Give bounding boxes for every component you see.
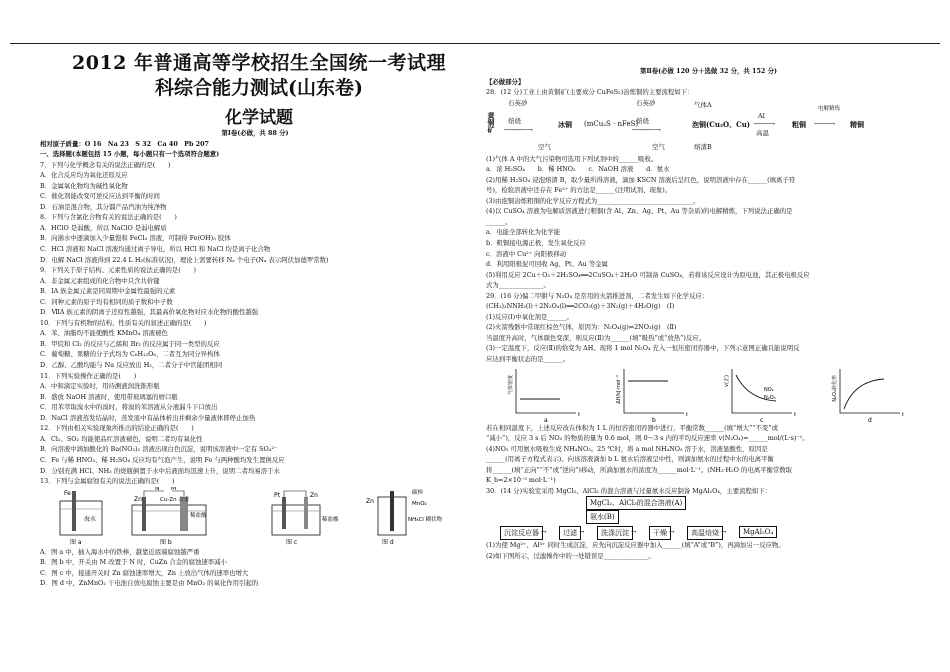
left-column [40, 128, 470, 589]
question-line: 13．下列与金属腐蚀有关的说法正确的是( ) [40, 477, 175, 486]
top-rule [10, 43, 940, 44]
figure-a-label: 图 a [70, 538, 82, 546]
high-temp-condition: 高温 [756, 128, 769, 137]
question-line: D．NaCl 溶液蒸发结晶时，蒸发皿中有晶体析出并剩余少量液体即停止加热 [40, 413, 256, 422]
flow-arrow: → [721, 528, 727, 537]
flow-arrow: → [579, 528, 585, 537]
question-line: D．ⅦA 族元素的阴离子还原性越强，其最高价氧化物对应水化物的酸性越强 [40, 308, 259, 317]
nh4cl-label: NH₄Cl 糊状物 [408, 516, 443, 523]
graph-curve-label: N₂O₄ [764, 394, 776, 401]
graph-d [831, 369, 904, 423]
question-line: A．中和滴定实验时，用待测液润洗锥形瓶 [40, 382, 160, 391]
question-line: (5)利用反应 2Cu＋O₂＋2H₂SO₄══2CuSO₄＋2H₂O 可制备 CuSO₄，若将该反应设计为原电池，其正极电极反应 [486, 270, 810, 279]
option-line: D．图 d 中，ZnMnO₂ 干电池自放电腐蚀主要是由 MnO₂ 的氧化作用引起的 [40, 579, 259, 588]
seawater-label: 海水 [84, 515, 97, 523]
process-step-box: 高温焙烧 [687, 526, 723, 540]
zn-label-b: Zn [134, 495, 142, 503]
dilute-hcl-label-c: 稀盐酸 [322, 516, 339, 523]
dilute-hcl-label-b: 稀盐酸 [190, 512, 207, 519]
option-line: B．图 b 中，开关由 M 改置于 N 时，CuZn 合金的腐蚀速率减小 [40, 558, 227, 567]
question-line: ______(用离子方程式表示)。向该溶液滴加 b L 氨水后溶液呈中性，则滴加氨水的过程中水的电离平衡 [486, 455, 774, 464]
flow-arrow: → [631, 528, 637, 537]
question-line: C．Fe 与稀 HNO₃、稀 H₂SO₄ 反应均有气泡产生，说明 Fe 与两种酸均发生置换反应 [40, 455, 285, 464]
question-line: D．电解 NaCl 溶液得到 22.4 L H₂(标准状况)，理论上需要转移 Nₐ 个电子(Nₐ 表示阿伏加德罗常数) [40, 255, 329, 264]
question-line: D．乙醇、乙酸均能与 Na 反应放出 H₂，二者分子中官能团相同 [40, 361, 223, 370]
graph-tag: c [760, 416, 764, 423]
arrow-3: ────→ [754, 119, 776, 128]
question-line: A．苯、油脂均不能使酸性 KMnO₄ 溶液褪色 [40, 329, 168, 338]
mixed-solution-box: MgCl₂、AlCl₃的混合溶液(A) [586, 496, 686, 510]
exam-title-line1: 2012 年普通高等学校招生全国统一考试理 [72, 52, 446, 74]
equilibrium-graphs [486, 365, 931, 423]
part1-header: 第Ⅰ卷(必做，共 88 分) [221, 129, 289, 137]
question-line: B．向沸水中逐滴加入少量饱和 FeCl₃ 溶液，可制得 Fe(OH)₃ 胶体 [40, 234, 231, 243]
chalcopyrite: 黄铜矿 [487, 111, 496, 133]
pt-label: Pt [274, 491, 280, 499]
graph-a [507, 369, 580, 423]
blister-copper: 泡铜(Cu₂O、Cu) [692, 119, 751, 129]
process-step-box: 洗涤沉淀 [597, 526, 633, 540]
quartz-sand-1: 石英砂 [508, 98, 528, 107]
graph-tag: d [868, 416, 872, 423]
n-label: N [155, 486, 160, 492]
process-step-box: MgAl₂O₄ [739, 526, 777, 538]
required-section: 【必做部分】 [486, 77, 525, 86]
question-line: a．电能全部转化为化学能 [486, 228, 561, 237]
graph-ylabel: N₂O₄转化率 [832, 374, 838, 402]
question-line: 将______(填“正向”“不”或“逆向”)移动，所滴加氨水的浓度为______mol·L⁻¹。(NH₃·H₂O 的电离平衡常数取 [486, 465, 793, 474]
question-line: 11．下列实验操作正确的是( ) [40, 371, 137, 380]
question-line: (1)反应(Ⅰ)中氧化剂是______。 [486, 312, 573, 321]
question-line: 9．下列关于原子结构、元素性质的说法正确的是( ) [40, 266, 197, 275]
matte: 冰铜 [558, 119, 572, 129]
question-line: B．甲烷和 Cl₂ 的反应与乙烯和 Br₂ 的反应属于同一类型的反应 [40, 339, 220, 348]
subject-title: 化学试题 [225, 108, 293, 128]
mgal2o4-flowchart [486, 496, 931, 540]
zn-label-c: Zn [310, 491, 318, 499]
zn-label-d: Zn [366, 497, 374, 505]
graph-curve-label: NO₂ [764, 386, 774, 393]
figure-b [132, 487, 207, 546]
q30-questions [486, 540, 931, 561]
graph-time-axis: t [794, 411, 796, 418]
question-line: 当温度升高时，气体颜色变深，则反应(Ⅱ)为______(填“吸热”或“放热”)反应。 [486, 333, 706, 342]
quartz-sand-2: 石英砂 [636, 98, 656, 107]
question-line: (4)以 CuSO₄ 溶液为电解质溶液进行粗铜(含 Al、Zn、Ag、Pt、Au 等杂质)的电解精炼，下列说法正确的是 [486, 207, 793, 216]
graph-ylabel: 气体密度 [508, 374, 514, 395]
question-line: d．利用阳极泥可回收 Ag、Pt、Au 等金属 [486, 260, 608, 269]
question-line: (1)气体 A 中的大气污染物可选用下列试剂中的______吸收。 [486, 154, 658, 163]
question-line: C．用苯萃取溴水中的溴时，将溴的苯溶液从分液漏斗下口放出 [40, 403, 218, 412]
question-line: D．石油是混合物，其分馏产品汽油为纯净物 [40, 202, 167, 211]
question-line: 7．下列与化学概念有关的说法正确的是( ) [40, 160, 171, 169]
copper-flowchart [486, 98, 931, 154]
question-line: ______。 [486, 217, 512, 226]
graph-time-axis: t [686, 411, 688, 418]
atomic-masses: 相对原子质量：O 16 Na 23 S 32 Ca 40 Pb 207 [40, 139, 209, 148]
question-line: “减小”)，反应 3 s 后 NO₂ 的物质的量为 0.6 mol，则 0～3 s 内的平均反应速率 v(N₂O₄)=______mol/(L·s)⁻¹。 [486, 434, 809, 443]
question-line: 8．下列与含氯化合物有关的说法正确的是( ) [40, 213, 177, 222]
right-column [486, 66, 931, 562]
question-line: c．溶液中 Cu²⁺ 向阳极移动 [486, 249, 567, 258]
flow-arrow: → [541, 528, 547, 537]
cuzn-label: Cu-Zn 合金 [160, 496, 190, 503]
question-line: D．分别充满 HCl、NH₃ 的烧瓶倒置于水中后液面均迅速上升，说明二者均易溶于水 [40, 466, 280, 475]
gas-a: 气体A [694, 100, 712, 109]
part2-header: 第Ⅱ卷(必做 120 分＋选做 32 分，共 152 分) [639, 67, 778, 75]
corrosion-figures [40, 487, 470, 547]
question-line: 10．下列与有机物的结构、性质有关的叙述正确的是( ) [40, 318, 207, 327]
question-line: (2)火箭残骸中常现红棕色气体，原因为：N₂O₄(g)⇌2NO₂(g) (Ⅱ) [486, 323, 677, 332]
air-input-1: 空气 [538, 142, 551, 151]
process-step-box: 干燥 [649, 526, 671, 540]
flow-arrow: → [669, 528, 675, 537]
q29-q30-text [486, 423, 931, 497]
graph-tag: a [544, 416, 548, 423]
fe-label: Fe [64, 489, 71, 497]
question-line: 若在相同温度下，上述反应改在体积为 1 L 的恒容密闭容器中进行，平衡常数______(填“增大”“不变”或 [486, 423, 778, 432]
figure-d-label: 图 d [382, 538, 394, 546]
question-line: K_b=2×10⁻⁵ mol·L⁻¹) [486, 476, 556, 485]
question-line: B．ⅠA 族金属元素是同周期中金属性最强的元素 [40, 287, 176, 296]
electrorefining: 电解精炼 [818, 105, 841, 112]
graph-ylabel: ΔH/kJ·mol⁻¹ [616, 374, 622, 404]
question-line: (4)NO₂ 可用氨水吸收生成 NH₄NO₃。25 ℃时，将 a mol NH₄NO₃ 溶于水，溶液显酸性，原因是 [486, 444, 768, 453]
question-line: C．同种元素的原子均有相同的质子数和中子数 [40, 297, 173, 306]
section1-header: 一、选择题(本题包括 15 小题，每小题只有一个选项符合题意) [40, 150, 220, 159]
roast-step-1: 焙烧 [508, 116, 521, 125]
graph-tag: b [652, 416, 656, 423]
question-line: C．HCl 溶液和 NaCl 溶液均通过离子导电，所以 HCl 和 NaCl 均是离子化合物 [40, 245, 271, 254]
question-line: A．化合反应均为氧化还原反应 [40, 171, 128, 180]
arrow-2: ──────→ [632, 125, 661, 134]
refined-copper: 精铜 [850, 119, 864, 129]
q28-intro: 28．(12 分)工业上由黄铜矿(主要成分 CuFeS₂)冶炼铜的主要流程如下： [486, 88, 694, 97]
question-line: (2)用稀 H₂SO₄ 浸泡熔渣 B，取少量所得溶液，滴加 KSCN 溶液后呈红色，说明溶液中存在______(填离子符 [486, 175, 796, 184]
question-line: 30．(14 分)实验室采用 MgCl₂、AlCl₃ 的混合溶液与过量氨水反应制备 MgAl₂O₄，主要流程如下： [486, 486, 772, 495]
matte-formula: (mCu₂S · nFeS) [584, 119, 639, 128]
figure-a [60, 490, 102, 546]
question-line: B．向溶液中滴加酸化的 Ba(NO₃)₂ 溶液出现白色沉淀，说明该溶液中一定有 SO₄²⁻ [40, 445, 278, 454]
arrow-1: ──────→ [504, 125, 533, 134]
exam-title-line2: 科综合能力测试(山东卷) [155, 77, 363, 99]
question-line: 应达到平衡状态的是______。 [486, 355, 570, 364]
question-line: 12．下列由相关实验现象所推出的结论正确的是( ) [40, 424, 194, 433]
question-line: (CH₃)₂NNH₂(l)＋2N₂O₄(l)══2CO₂(g)＋3N₂(g)＋4H₂O(g) (Ⅰ) [486, 302, 675, 311]
carbon-rod-label: 碳棒 [412, 489, 424, 496]
question-line: 式为______________。 [486, 281, 550, 290]
m-label: M [171, 486, 177, 492]
question-line: (2)如下图所示，过滤操作中的一处错误是______________。 [486, 551, 655, 560]
question-line: 号)，检验溶液中还存在 Fe²⁺ 的方法是______(注明试剂、现象)。 [486, 186, 672, 195]
question-line: A．Cl₂、SO₂ 均能使品红溶液褪色，说明二者均有氧化性 [40, 434, 203, 443]
question-line: (3)由泡铜冶炼粗铜的化学反应方程式为______________________________。 [486, 196, 700, 205]
figure-c [272, 491, 339, 546]
mno2-label: MnO₂ [412, 500, 427, 507]
process-step-box: 沉淀反应器 [500, 526, 543, 540]
option-line: A．图 a 中，插入海水中的铁棒，越靠近底端腐蚀越严重 [40, 547, 200, 556]
question-line: a．浓 H₂SO₄ b．稀 HNO₃ c．NaOH 溶液 d．氨水 [486, 165, 670, 174]
left-questions [40, 160, 470, 487]
graph-time-axis: t [578, 411, 580, 418]
air-input-2: 空气 [652, 142, 665, 151]
arrow-4: ────→ [814, 119, 836, 128]
slag-b: 熔渣B [694, 142, 712, 151]
graph-c [723, 369, 796, 423]
question-line: C．催化剂能改变可逆反应达到平衡的时间 [40, 192, 160, 201]
question-line: B．盛放 NaOH 溶液时，使用带玻璃塞的磨口瓶 [40, 392, 178, 401]
option-line: C．图 c 中，接通开关时 Zn 腐蚀速率增大，Zn 上放出气体的速率也增大 [40, 568, 249, 577]
graph-b [616, 369, 688, 423]
question-line: (1)为使 Mg²⁺、Al³⁺ 同时生成沉淀，应先向沉淀反应器中加入______(填“A”或“B”)，再滴加另一反应物。 [486, 541, 785, 550]
graph-ylabel: v(正) [724, 374, 730, 387]
figure-b-label: 图 b [160, 538, 172, 546]
roast-step-2: 焙烧 [636, 116, 649, 125]
process-step-box: 过滤 [559, 526, 581, 540]
question-line: C．葡萄糖、果糖的分子式均为 C₆H₁₂O₆，二者互为同分异构体 [40, 350, 220, 359]
figure-c-label: 图 c [286, 538, 298, 546]
crude-copper: 粗铜 [792, 119, 806, 129]
question-line: A．非金属元素组成的化合物中只含共价键 [40, 276, 160, 285]
aluminum-reagent: Al [758, 111, 765, 120]
ammonia-box: 氨水(B) [586, 510, 619, 524]
question-line: B．金属氧化物均为碱性氧化物 [40, 181, 128, 190]
figure-d [366, 488, 443, 546]
graph-time-axis: t [902, 411, 904, 418]
question-line: b．粗铜接电源正极，发生氧化反应 [486, 239, 586, 248]
question-line: (3)一定温度下，反应(Ⅱ)的焓变为 ΔH。现将 1 mol N₂O₄ 充入一恒压密闭容器中，下列示意图正确且能说明反 [486, 344, 800, 353]
question-line: A．HClO 是弱酸，所以 NaClO 是弱电解质 [40, 223, 167, 232]
q28-q29-text [486, 154, 931, 365]
question-line: 29．(16 分)偏二甲肼与 N₂O₄ 是常用的火箭推进剂，二者发生如下化学反应： [486, 291, 709, 300]
left-q13-options [40, 547, 470, 589]
